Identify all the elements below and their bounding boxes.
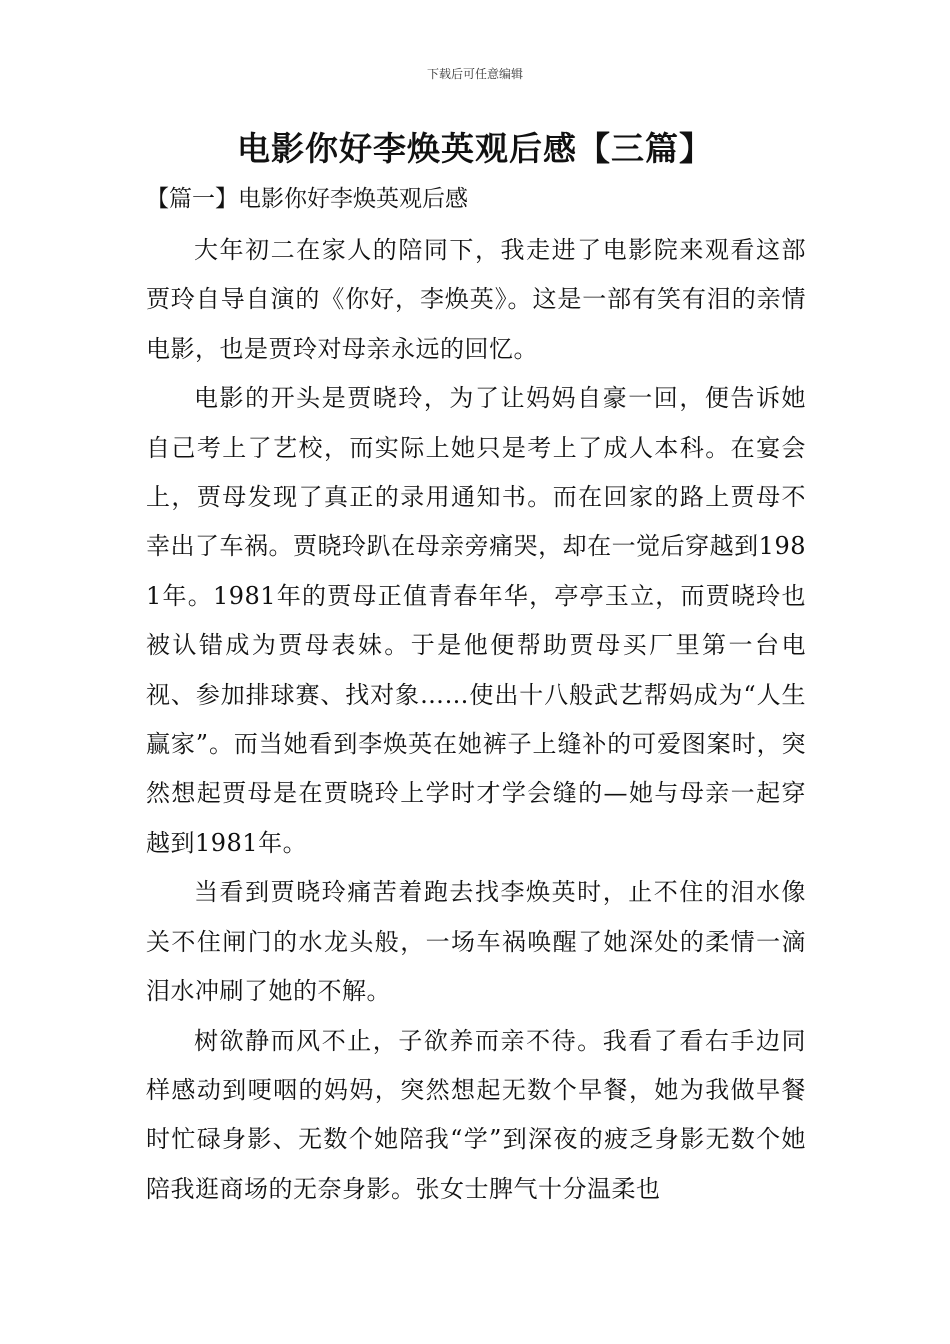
- section-heading: 【篇一】电影你好李焕英观后感: [146, 186, 468, 212]
- paragraph-2: 电影的开头是贾晓玲，为了让妈妈自豪一回，便告诉她自己考上了艺校，而实际上她只是考上了成人本科。在宴会上，贾母发现了真正的录用通知书。而在回家的路上贾母不幸出了车祸。贾晓玲趴在母亲旁痛哭，却在一觉后穿越到1981年。1981年的贾母正值青春年华，亭亭玉立，而贾晓玲也被认错成为贾母表妹。于是他便帮助贾母买厂里第一台电视、参加排球赛、找对象……使出十八般武艺帮妈成为“人生赢家”。而当她看到李焕英在她裤子上缝补的可爱图案时，突然想起贾母是在贾晓玲上学时才学会缝的—她与母亲一起穿越到1981年。: [146, 384, 806, 857]
- page-header-note: 下载后可任意编辑: [426, 67, 523, 81]
- document-body: [146, 226, 806, 1214]
- paragraph-4: 树欲静而风不止，子欲养而亲不待。我看了看右手边同样感动到哽咽的妈妈，突然想起无数个早餐，她为我做早餐时忙碌身影、无数个她陪我“学”到深夜的疲乏身影无数个她陪我逛商场的无奈身影。张女士脾气十分温柔也: [146, 1026, 806, 1203]
- paragraph-1: 大年初二在家人的陪同下，我走进了电影院来观看这部贾玲自导自演的《你好，李焕英》。这是一部有笑有泪的亲情电影，也是贾玲对母亲永远的回忆。: [146, 236, 806, 363]
- paragraph-3: 当看到贾晓玲痛苦着跑去找李焕英时，止不住的泪水像关不住闸门的水龙头般，一场车祸唤醒了她深处的柔情一滴泪水冲刷了她的不解。: [146, 878, 806, 1006]
- document-title: 电影你好李焕英观后感【三篇】: [237, 129, 713, 168]
